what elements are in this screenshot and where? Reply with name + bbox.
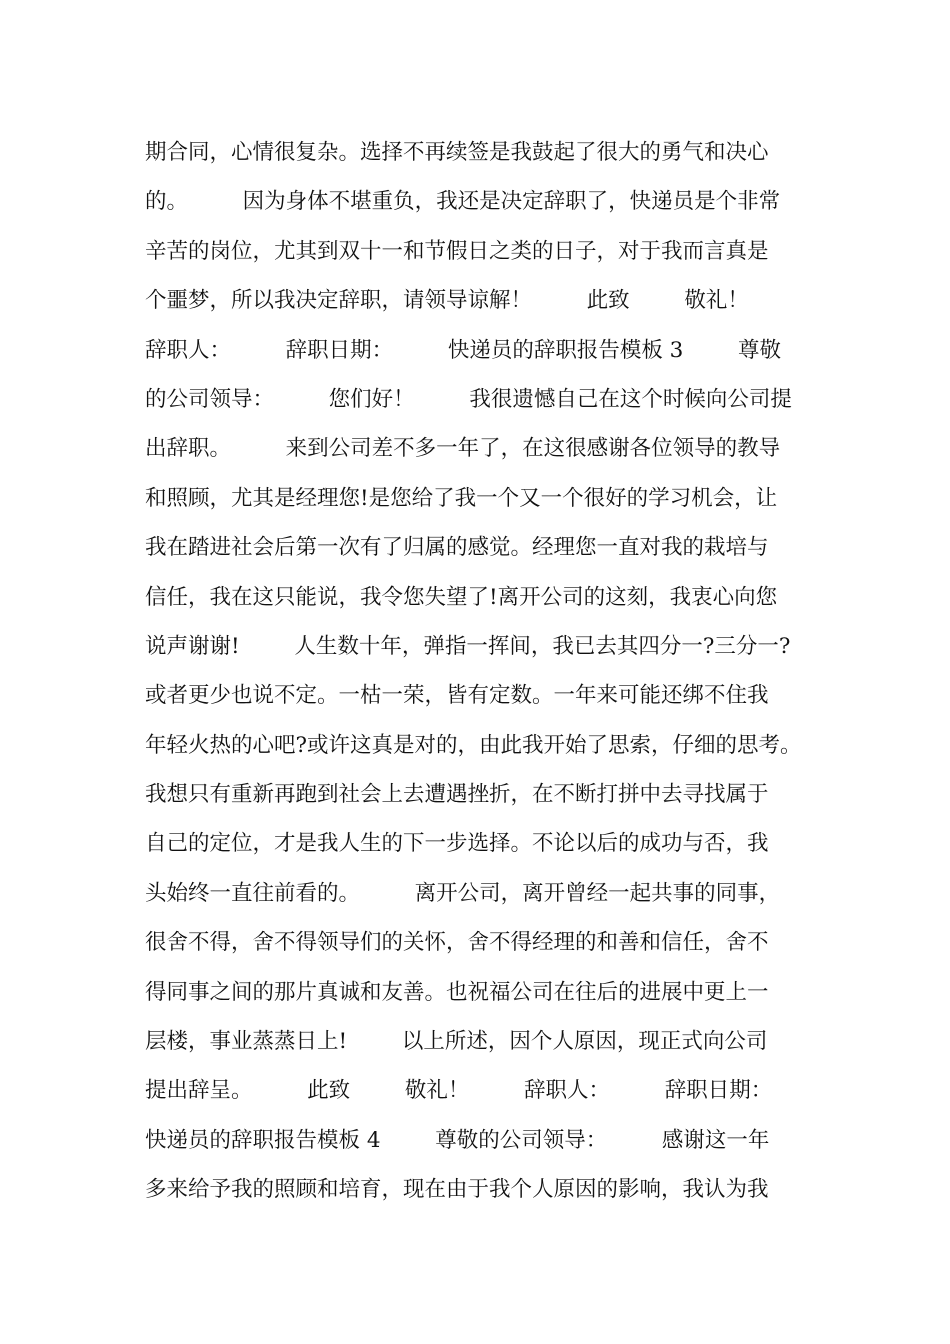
text-line: 很舍不得，舍不得领导们的关怀，舍不得经理的和善和信任，舍不	[145, 930, 769, 956]
text-line: 辛苦的岗位，尤其到双十一和节假日之类的日子，对于我而言真是	[145, 238, 769, 264]
text-line: 快递员的辞职报告模板 4 尊敬的公司领导： 感谢这一年	[145, 1127, 770, 1153]
text-line: 多来给予我的照顾和培育，现在由于我个人原因的影响，我认为我	[145, 1177, 769, 1203]
text-line: 的。 因为身体不堪重负，我还是决定辞职了，快递员是个非常	[145, 189, 781, 215]
text-line: 层楼，事业蒸蒸日上! 以上所述，因个人原因，现正式向公司	[145, 1029, 768, 1055]
text-line: 提出辞呈。 此致 敬礼！ 辞职人： 辞职日期：	[145, 1078, 773, 1104]
text-line: 的公司领导： 您们好！ 我很遗憾自己在这个时候向公司提	[145, 386, 792, 412]
text-line: 我想只有重新再跑到社会上去遭遇挫折，在不断打拼中去寻找属于	[145, 782, 769, 808]
text-line: 辞职人： 辞职日期： 快递员的辞职报告模板 3 尊敬	[145, 337, 782, 363]
text-line: 或者更少也说不定。一枯一荣，皆有定数。一年来可能还绑不住我	[145, 683, 769, 709]
text-line: 头始终一直往前看的。 离开公司，离开曾经一起共事的同事，	[145, 880, 781, 906]
body-text	[145, 128, 825, 1215]
text-line: 信任，我在这只能说，我令您失望了!离开公司的这刻，我衷心向您	[145, 584, 778, 610]
text-line: 出辞职。 来到公司差不多一年了，在这很感谢各位领导的教导	[145, 436, 781, 462]
text-line: 个噩梦，所以我决定辞职，请领导谅解！ 此致 敬礼！	[145, 288, 749, 314]
text-line: 年轻火热的心吧?或许这真是对的，由此我开始了思索，仔细的思考。	[145, 732, 802, 758]
text-line: 我在踏进社会后第一次有了归属的感觉。经理您一直对我的栽培与	[145, 535, 769, 561]
text-line: 期合同，心情很复杂。选择不再续签是我鼓起了很大的勇气和决心	[145, 140, 769, 165]
text-line: 得同事之间的那片真诚和友善。也祝福公司在往后的进展中更上一	[145, 979, 769, 1005]
text-line: 自己的定位，才是我人生的下一步选择。不论以后的成功与否，我	[145, 831, 769, 857]
text-line: 和照顾，尤其是经理您!是您给了我一个又一个很好的学习机会，让	[145, 485, 778, 511]
text-line: 说声谢谢! 人生数十年，弹指一挥间，我已去其四分一?三分一?	[145, 633, 791, 659]
